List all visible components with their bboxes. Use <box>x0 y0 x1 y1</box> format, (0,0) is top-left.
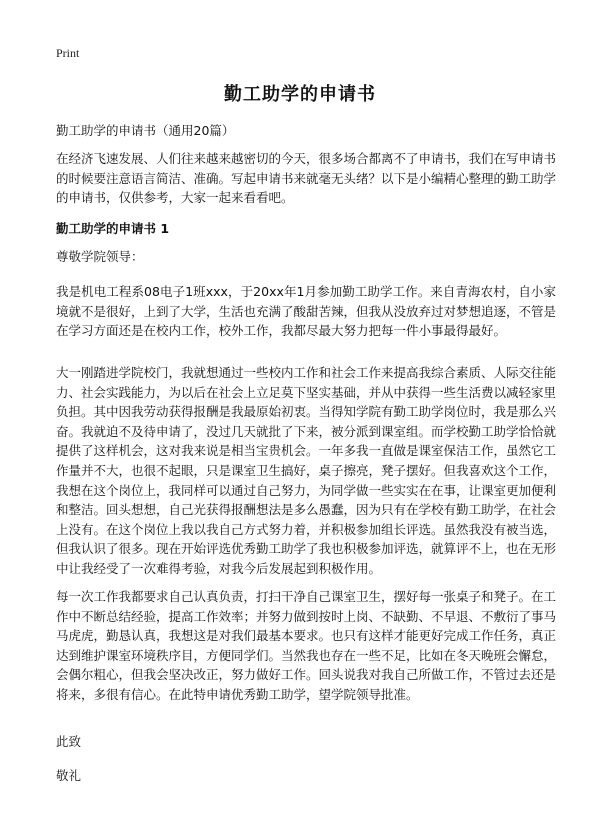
closing-line-2: 敬礼 <box>56 768 82 783</box>
body-paragraph-3: 每一次工作我都要求自己认真负责，打扫干净自己课室卫生，摆好每一张桌子和凳子。在工作中不断总结经验，提高工作效率；并努力做到按时上岗、不缺勤、不早退、不敷衍了事马马虎虎，勤恳认真，我想这是对我们最基本要求。也只有这样才能更好完成工作任务，真正达到维护课室环境秩序目，方便同学们。当然我也存在一些不足，比如在冬天晚班会懈怠，会偶尔粗心，但我会坚决改正，努力做好工作。回头说我对我自己所做工作，不管过去还是将来，多很有信心。在此特申请优秀勤工助学，望学院领导批准。 <box>56 589 557 702</box>
page-title: 勤工助学的申请书 <box>224 84 376 105</box>
body-paragraph-2: 大一刚踏进学院校门，我就想通过一些校内工作和社会工作来提高我综合素质、人际交往能力、社会实践能力，为以后在社会上立足莫下坚实基础，并从中获得一些生活费以减轻家里负担。其中因我劳动获得报酬是我最原始初衷。当得知学院有勤工助学岗位时，我是那么兴奋。我就迫不及待申请了，没过几天就批了下来，被分派到课室组。而学校勤工助学恰恰就提供了这样机会，这对我来说是相当宝贵机会。一年多我一直做是课室保洁工作，虽然它工作量并不大，也很不起眼，只是课室卫生搞好，桌子擦亮，凳子摆好。但我喜欢这个工作，我想在这个岗位上，我同样可以通过自己努力，为同学做一些实实在在事，让课室更加便利和整洁。回头想想，自己光获得报酬想法是多么愚蠢，因为只有在学校有勤工助学，在社会上没有。在这个岗位上我以我自己方式努力着，并积极参加组长评选。虽然我没有被当选，但我认识了很多。现在开始评选优秀勤工助学了我也积极参加评选，就算评不上，也在无形中让我经受了一次难得考验，对我今后发展起到积极作用。 <box>56 365 557 576</box>
closing-line-1: 此致 <box>56 734 82 749</box>
document-subtitle: 勤工助学的申请书（通用20篇） <box>56 123 235 138</box>
salutation: 尊敬学院领导： <box>56 249 144 264</box>
intro-paragraph: 在经济飞速发展、人们往来越来越密切的今天，很多场合都离不了申请书，我们在写申请书的时候要注意语言简洁、准确。写起申请书来就毫无头绪？以下是小编精心整理的勤工助学的申请书，仅供参考，大家一起来看看吧。 <box>56 151 557 206</box>
body-paragraph-1: 我是机电工程系08电子1班xxx，于20xx年1月参加勤工助学工作。来自青海农村，自小家境就不是很好，上到了大学，生活也充满了酸甜苦辣，但我从没放弃过对梦想追逐，不管是在学习方面还是在校内工作，校外工作，我都尽最大努力把每一件小事最得最好。 <box>56 284 557 339</box>
print-link[interactable]: Print <box>56 46 80 60</box>
section-heading-1: 勤工助学的申请书 1 <box>56 221 170 236</box>
